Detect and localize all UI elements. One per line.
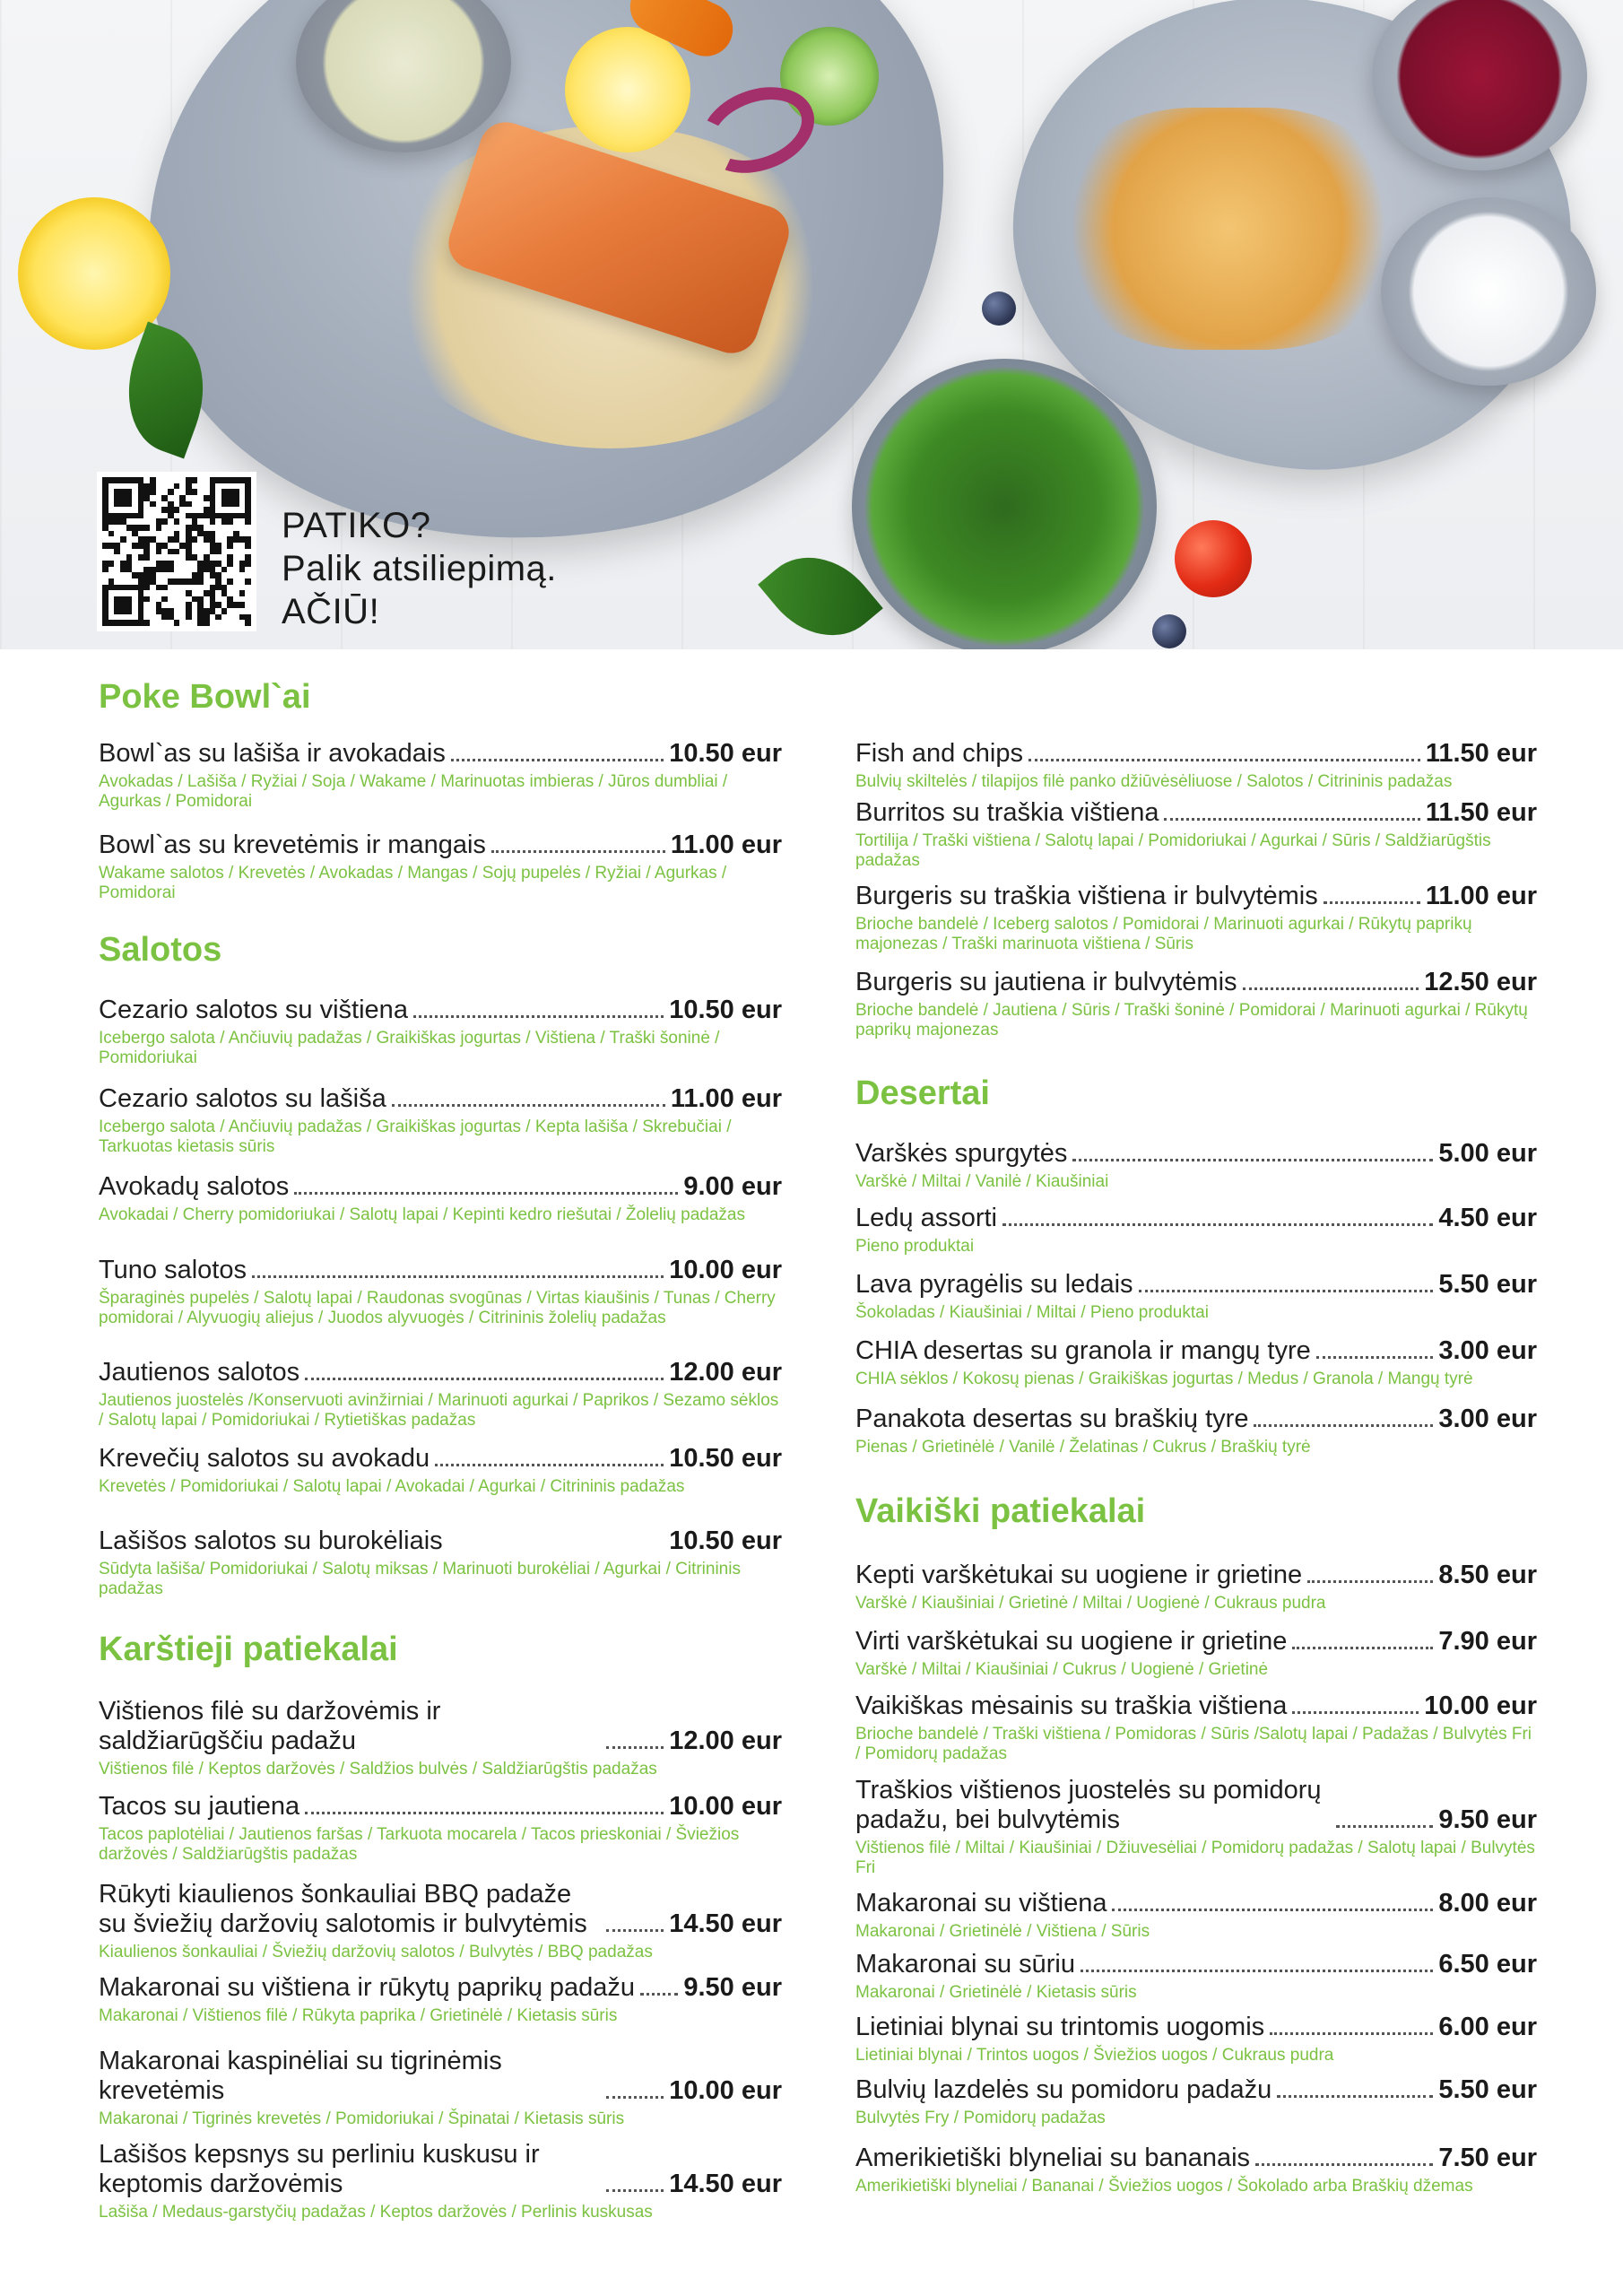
blueberry <box>1152 614 1186 648</box>
item-price: 12.50 eur <box>1424 968 1537 996</box>
item-name: Burritos su traškia vištiena <box>855 798 1159 827</box>
item-ingredients: Makaronai / Grietinėlė / Kietasis sūris <box>855 1983 1137 2002</box>
item-price: 6.50 eur <box>1438 1950 1537 1979</box>
item-price: 10.00 eur <box>669 2076 782 2105</box>
feedback-prompt <box>282 504 557 633</box>
item-ingredients: Vištienos filė / Keptos daržovės / Saldžios bulvės / Saldžiarūgštis padažas <box>99 1760 657 1779</box>
menu-item <box>855 1270 1537 1323</box>
item-name: Burgeris su traškia vištiena ir bulvytėmis <box>855 882 1318 910</box>
item-name: Makaronai su vištiena <box>855 1889 1107 1918</box>
dot-leader <box>491 850 665 853</box>
item-ingredients: Bulvių skiltelės / tilapijos filė panko džiūvėsėliuose / Salotos / Citrininis padažas <box>855 772 1453 791</box>
dot-leader <box>1072 1159 1433 1161</box>
item-name: Lietiniai blynai su trintomis uogomis <box>855 2013 1265 2041</box>
dot-leader <box>448 1546 664 1549</box>
item-ingredients: CHIA sėklos / Kokosų pienas / Graikiškas jogurtas / Medus / Granola / Mangų tyrė <box>855 1370 1473 1388</box>
menu-item <box>99 1973 782 2026</box>
feedback-line-3: AČIŪ! <box>282 592 380 631</box>
dot-leader <box>640 1993 678 1996</box>
item-name: Lašišos kepsnys su perliniu kuskusu ir keptomis daržovėmis <box>99 2140 540 2198</box>
menu-item <box>855 798 1537 871</box>
item-name: Ledų assorti <box>855 1204 997 1232</box>
menu-item <box>855 2144 1537 2196</box>
dot-leader <box>606 1929 664 1932</box>
menu-item <box>855 1561 1537 1613</box>
menu-item <box>99 2047 782 2129</box>
dot-leader <box>1277 2095 1433 2098</box>
dot-leader <box>1307 1580 1433 1583</box>
item-price: 11.00 eur <box>670 831 782 859</box>
dot-leader <box>1112 1909 1433 1911</box>
item-price: 4.50 eur <box>1438 1204 1537 1232</box>
item-price: 10.00 eur <box>669 1256 782 1284</box>
dot-leader <box>252 1275 664 1278</box>
menu-item <box>855 1405 1537 1457</box>
item-ingredients: Tacos paplotėliai / Jautienos faršas / Tarkuota mocarela / Tacos prieskoniai / Šviežios daržovės / Saldžiarūgštis padažas <box>99 1825 740 1864</box>
menu-item <box>99 739 782 812</box>
section-title-vaikiski: Vaikiški patiekalai <box>855 1492 1146 1530</box>
section-title-poke: Poke Bowl`ai <box>99 678 311 716</box>
item-ingredients: Pieno produktai <box>855 1237 975 1256</box>
item-name: Makaronai su sūriu <box>855 1950 1075 1979</box>
menu-item <box>99 1880 782 1962</box>
dot-leader <box>606 2096 664 2099</box>
dot-leader <box>1292 1711 1419 1714</box>
item-name: Rūkyti kiaulienos šonkauliai BBQ padaže su šviežių daržovių salotomis ir bulvytėmis <box>99 1880 587 1938</box>
item-name: Varškės spurgytės <box>855 1139 1068 1168</box>
lemon-slice <box>565 27 690 152</box>
item-ingredients: Tortilija / Traški vištiena / Salotų lapai / Pomidoriukai / Agurkai / Sūris / Saldžiarūgštis padažas <box>855 831 1491 870</box>
menu-item <box>855 1627 1537 1680</box>
menu-item <box>99 1084 782 1157</box>
item-price: 9.00 eur <box>683 1172 782 1201</box>
item-ingredients: Sūdyta lašiša/ Pomidoriukai / Salotų miksas / Marinuoti burokėliai / Agurkai / Citrininis padažas <box>99 1560 741 1598</box>
item-price: 14.50 eur <box>669 2170 782 2198</box>
item-price: 8.00 eur <box>1438 1889 1537 1918</box>
qr-code-pattern <box>102 477 251 626</box>
item-ingredients: Varškė / Miltai / Vanilė / Kiaušiniai <box>855 1172 1109 1191</box>
item-name: CHIA desertas su granola ir mangų tyre <box>855 1336 1311 1365</box>
item-name: Bulvių lazdelės su pomidoru padažu <box>855 2075 1272 2104</box>
menu-item <box>855 1776 1537 1878</box>
item-price: 10.50 eur <box>669 739 782 768</box>
item-ingredients: Šparaginės pupelės / Salotų lapai / Raudonas svogūnas / Virtas kiaušinis / Tunas / Cherry pomidorai / Alyvuogių aliejus / Juodos alyvuogės / Citrininis žolelių padažas <box>99 1289 776 1327</box>
item-name: Virti varškėtukai su uogiene ir grietine <box>855 1627 1288 1656</box>
item-ingredients: Brioche bandelė / Jautiena / Sūris / Traški šoninė / Pomidorai / Marinuoti agurkai / Rūkytų paprikų majonezas <box>855 1001 1528 1039</box>
item-ingredients: Icebergo salota / Ančiuvių padažas / Graikiškas jogurtas / Vištiena / Traški šoninė / Pomidoriukai <box>99 1029 720 1067</box>
item-price: 10.00 eur <box>669 1792 782 1821</box>
item-price: 7.90 eur <box>1438 1627 1537 1656</box>
item-price: 5.50 eur <box>1438 1270 1537 1299</box>
item-price: 7.50 eur <box>1438 2144 1537 2172</box>
item-ingredients: Bulvytės Fry / Pomidorų padažas <box>855 2109 1106 2127</box>
item-name: Vištienos filė su daržovėmis ir saldžiarūgščiu padažu <box>99 1697 441 1755</box>
feedback-line-1: PATIKO? <box>282 506 431 545</box>
dot-leader <box>1002 1223 1433 1226</box>
item-ingredients: Brioche bandelė / Iceberg salotos / Pomidorai / Marinuoti agurkai / Rūkytų paprikų majonezas / Traški marinuota vištiena / Sūris <box>855 915 1472 953</box>
item-ingredients: Varškė / Miltai / Kiaušiniai / Cukrus / Uogienė / Grietinė <box>855 1660 1269 1679</box>
menu-item <box>99 1526 782 1599</box>
item-name: Amerikietiški blyneliai su bananais <box>855 2144 1251 2172</box>
menu-item <box>99 1444 782 1497</box>
item-ingredients: Wakame salotos / Krevetės / Avokadas / Mangas / Sojų pupelės / Ryžiai / Agurkas / Pomidorai <box>99 864 727 902</box>
item-price: 3.00 eur <box>1438 1336 1537 1365</box>
dot-leader <box>1292 1647 1433 1649</box>
cream-bowl <box>1381 197 1596 386</box>
section-title-desertai: Desertai <box>855 1074 990 1112</box>
item-name: Makaronai su vištiena ir rūkytų paprikų padažu <box>99 1973 636 2002</box>
item-price: 5.50 eur <box>1438 2075 1537 2104</box>
feedback-line-2: Palik atsiliepimą. <box>282 549 557 588</box>
item-ingredients: Vištienos filė / Miltai / Kiaušiniai / Džiuvesėliai / Pomidorų padažas / Salotų lapai / Bulvytės Fri <box>855 1839 1535 1877</box>
menu-item <box>855 2075 1537 2128</box>
item-price: 10.50 eur <box>669 1444 782 1473</box>
item-ingredients: Makaronai / Vištienos filė / Rūkyta paprika / Grietinėlė / Kietasis sūris <box>99 2006 618 2025</box>
dot-leader <box>451 759 664 761</box>
dessert-donuts <box>1058 108 1399 350</box>
item-name: Krevečių salotos su avokadu <box>99 1444 430 1473</box>
menu-item <box>855 2013 1537 2066</box>
dot-leader <box>413 1015 664 1018</box>
section-title-salotos: Salotos <box>99 931 222 969</box>
dot-leader <box>1255 2163 1433 2166</box>
item-price: 11.00 eur <box>670 1084 782 1113</box>
tomato <box>1175 520 1252 597</box>
menu-item <box>855 1950 1537 2003</box>
item-price: 12.00 eur <box>669 1726 782 1755</box>
item-price: 11.50 eur <box>1425 798 1537 827</box>
item-price: 14.50 eur <box>669 1909 782 1938</box>
item-price: 11.00 eur <box>1425 882 1537 910</box>
section-title-karstieji: Karštieji patiekalai <box>99 1631 398 1668</box>
item-ingredients: Jautienos juostelės /Konservuoti avinžirniai / Marinuoti agurkai / Paprikos / Sezamo sėklos / Salotų lapai / Pomidoriukai / Rytietiškas padažas <box>99 1391 779 1430</box>
item-name: Jautienos salotos <box>99 1358 300 1387</box>
dot-leader <box>1254 1424 1433 1427</box>
item-ingredients: Brioche bandelė / Traški vištiena / Pomidoras / Sūris /Salotų lapai / Padažas / Bulvytės Fri / Pomidorų padažas <box>855 1725 1532 1763</box>
menu-item <box>855 1692 1537 1764</box>
item-ingredients: Avokadas / Lašiša / Ryžiai / Soja / Wakame / Marinuotas imbieras / Jūros dumbliai / Agurkas / Pomidorai <box>99 772 728 811</box>
dot-leader <box>1164 818 1419 821</box>
item-name: Panakota desertas su braškių tyre <box>855 1405 1249 1433</box>
item-name: Cezario salotos su lašiša <box>99 1084 386 1113</box>
item-price: 6.00 eur <box>1438 2013 1537 2041</box>
basil-bowl <box>852 359 1157 649</box>
item-name: Burgeris su jautiena ir bulvytėmis <box>855 968 1237 996</box>
dot-leader <box>305 1378 664 1380</box>
item-name: Tuno salotos <box>99 1256 247 1284</box>
menu-item <box>99 1256 782 1328</box>
dot-leader <box>392 1104 665 1107</box>
item-ingredients: Amerikietiški blyneliai / Bananai / Šviežios uogos / Šokolado arba Braškių džemas <box>855 2177 1473 2196</box>
item-name: Bowl`as su lašiša ir avokadais <box>99 739 446 768</box>
item-price: 12.00 eur <box>669 1358 782 1387</box>
dot-leader <box>1324 901 1420 904</box>
qr-code[interactable] <box>97 472 256 631</box>
item-name: Lašišos salotos su burokėliais <box>99 1526 443 1555</box>
menu-item <box>99 2140 782 2222</box>
item-price: 9.50 eur <box>1438 1805 1537 1834</box>
hero-photo <box>0 0 1623 649</box>
dot-leader <box>1081 1970 1433 1972</box>
item-price: 5.00 eur <box>1438 1139 1537 1168</box>
dot-leader <box>606 2189 664 2192</box>
menu-item <box>855 882 1537 954</box>
item-ingredients: Avokadai / Cherry pomidoriukai / Salotų lapai / Kepinti kedro riešutai / Žolelių padažas <box>99 1205 745 1224</box>
item-ingredients: Varškė / Kiaušiniai / Grietinė / Miltai / Uogienė / Cukraus pudra <box>855 1594 1326 1613</box>
dot-leader <box>1028 759 1420 761</box>
item-ingredients: Lietiniai blynai / Trintos uogos / Šviežios uogos / Cukraus pudra <box>855 2046 1334 2065</box>
dot-leader <box>435 1464 664 1466</box>
item-price: 10.00 eur <box>1424 1692 1537 1720</box>
menu-item <box>855 739 1537 792</box>
menu-item <box>855 1139 1537 1192</box>
item-ingredients: Kiaulienos šonkauliai / Šviežių daržovių salotos / Bulvytės / BBQ padažas <box>99 1943 653 1961</box>
menu-item <box>99 831 782 903</box>
dot-leader <box>1243 987 1419 990</box>
dot-leader <box>606 1746 664 1749</box>
item-ingredients: Lašiša / Medaus-garstyčių padažas / Keptos daržovės / Perlinis kuskusas <box>99 2203 653 2222</box>
item-name: Traškios vištienos juostelės su pomidorų padažu, bei bulvytėmis <box>855 1776 1322 1834</box>
item-name: Bowl`as su krevetėmis ir mangais <box>99 831 486 859</box>
dot-leader <box>1336 1825 1433 1828</box>
dot-leader <box>305 1812 664 1814</box>
item-name: Vaikiškas mėsainis su traškia vištiena <box>855 1692 1288 1720</box>
menu-item <box>855 968 1537 1040</box>
blueberry <box>982 291 1016 326</box>
item-name: Cezario salotos su vištiena <box>99 996 408 1024</box>
menu-item <box>99 1697 782 1779</box>
dot-leader <box>294 1192 678 1195</box>
item-ingredients: Pienas / Grietinėlė / Vanilė / Želatinas / Cukrus / Braškių tyrė <box>855 1438 1311 1457</box>
item-ingredients: Šokoladas / Kiaušiniai / Miltai / Pieno produktai <box>855 1303 1209 1322</box>
item-price: 3.00 eur <box>1438 1405 1537 1433</box>
item-price: 8.50 eur <box>1438 1561 1537 1589</box>
menu-item <box>855 1889 1537 1942</box>
item-name: Tacos su jautiena <box>99 1792 300 1821</box>
menu-item <box>855 1204 1537 1257</box>
dot-leader <box>1316 1356 1434 1359</box>
menu-item <box>99 996 782 1068</box>
dot-leader <box>1270 2032 1433 2035</box>
item-price: 10.50 eur <box>669 1526 782 1555</box>
item-name: Makaronai kaspinėliai su tigrinėmis krevetėmis <box>99 2047 502 2105</box>
menu-item <box>99 1358 782 1431</box>
item-ingredients: Makaronai / Grietinėlė / Vištiena / Sūris <box>855 1922 1150 1941</box>
menu-item <box>855 1336 1537 1389</box>
item-ingredients: Icebergo salota / Ančiuvių padažas / Graikiškas jogurtas / Kepta lašiša / Skrebučiai / Tarkuotas kietasis sūris <box>99 1118 732 1156</box>
item-name: Kepti varškėtukai su uogiene ir grietine <box>855 1561 1303 1589</box>
item-price: 11.50 eur <box>1425 739 1537 768</box>
item-ingredients: Makaronai / Tigrinės krevetės / Pomidoriukai / Špinatai / Kietasis sūris <box>99 2109 625 2128</box>
item-name: Lava pyragėlis su ledais <box>855 1270 1133 1299</box>
item-name: Avokadų salotos <box>99 1172 290 1201</box>
item-price: 10.50 eur <box>669 996 782 1024</box>
menu-item <box>99 1172 782 1225</box>
menu-item <box>99 1792 782 1865</box>
item-ingredients: Krevetės / Pomidoriukai / Salotų lapai / Avokadai / Agurkai / Citrininis padažas <box>99 1477 685 1496</box>
dot-leader <box>1139 1290 1434 1292</box>
item-price: 9.50 eur <box>683 1973 782 2002</box>
item-name: Fish and chips <box>855 739 1023 768</box>
